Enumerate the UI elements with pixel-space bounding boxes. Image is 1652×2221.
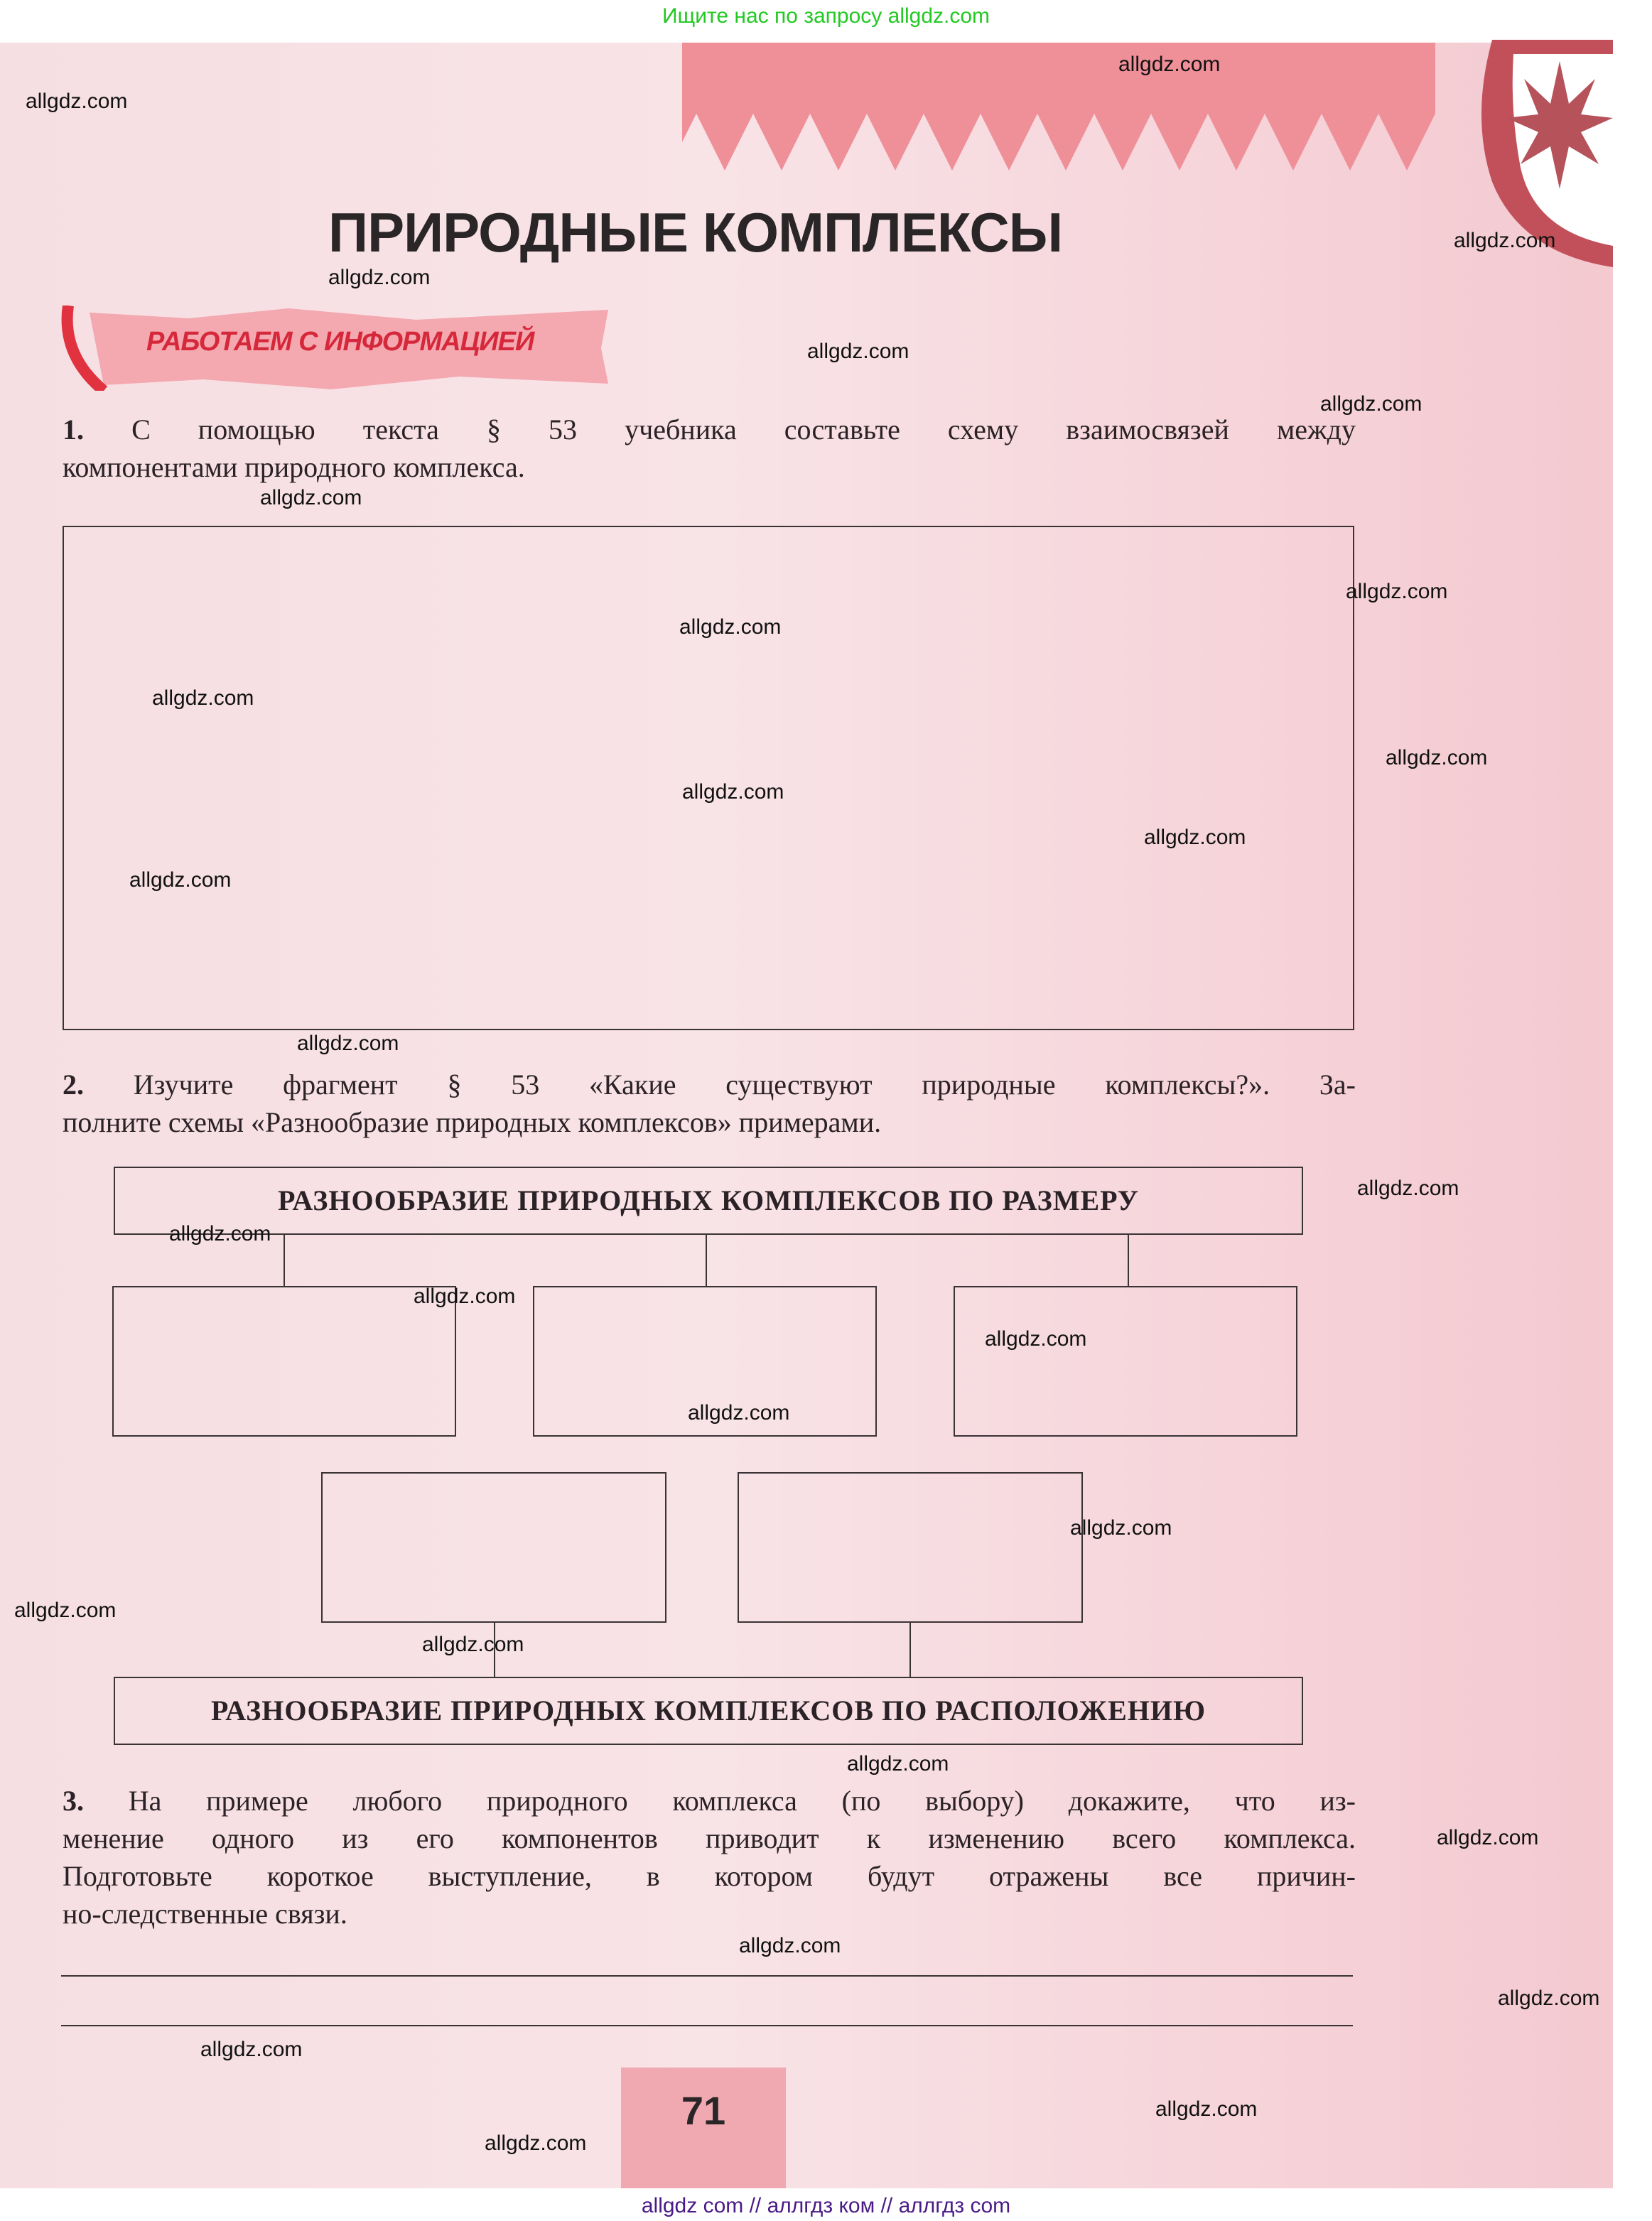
watermark: allgdz.com [1346, 580, 1448, 603]
task3-text: На примере любого природного комплекса (по выбору) докажите, что из- [128, 1785, 1356, 1817]
watermark: allgdz.com [200, 2038, 303, 2061]
task3-line4: но-следственные связи. [63, 1898, 347, 1930]
watermark: allgdz.com [1454, 229, 1556, 252]
task2-text: Изучите фрагмент § 53 «Какие существуют природные комплексы?». За- [133, 1069, 1356, 1101]
top-banner[interactable]: Ищите нас по запросу allgdz.com [662, 4, 990, 28]
task2-line2: полните схемы «Разнообразие природных комплексов» примерами. [63, 1106, 882, 1138]
watermark: allgdz.com [414, 1285, 516, 1308]
watermark: allgdz.com [260, 486, 362, 509]
watermark: allgdz.com [129, 868, 232, 892]
decorative-zigzag-band [682, 43, 1435, 185]
scheme-header-location: РАЗНООБРАЗИЕ ПРИРОДНЫХ КОМПЛЕКСОВ ПО РАСПОЛОЖЕНИЮ [114, 1677, 1303, 1745]
task1-line1 [63, 411, 1356, 448]
watermark: allgdz.com [1070, 1516, 1172, 1540]
task2-number: 2. [63, 1069, 84, 1101]
task1-answer-box[interactable] [63, 526, 1354, 1030]
location-example-box-2[interactable] [738, 1472, 1083, 1623]
watermark: allgdz.com [1357, 1177, 1459, 1200]
watermark: allgdz.com [26, 90, 128, 113]
watermark: allgdz.com [328, 266, 431, 289]
watermark: allgdz.com [422, 1633, 524, 1656]
watermark: allgdz.com [807, 340, 909, 363]
answer-line[interactable] [61, 2025, 1353, 2026]
watermark: allgdz.com [485, 2131, 587, 2155]
watermark: allgdz.com [688, 1401, 790, 1425]
task2-line1 [63, 1066, 1356, 1103]
watermark: allgdz.com [1320, 392, 1422, 416]
size-example-box-1[interactable] [112, 1286, 456, 1437]
task3-line1 [63, 1782, 1356, 1820]
location-example-box-1[interactable] [321, 1472, 666, 1623]
watermark: allgdz.com [1437, 1826, 1539, 1849]
watermark: allgdz.com [14, 1599, 117, 1622]
section-label: РАБОТАЕМ С ИНФОРМАЦИЕЙ [146, 327, 534, 357]
watermark: allgdz.com [679, 615, 782, 639]
watermark: allgdz.com [739, 1934, 841, 1957]
watermark: allgdz.com [682, 780, 784, 804]
page-title: ПРИРОДНЫЕ КОМПЛЕКСЫ [328, 201, 1063, 264]
watermark: allgdz.com [297, 1032, 399, 1055]
watermark: allgdz.com [1498, 1987, 1600, 2010]
task3-line3: Подготовьте короткое выступление, в котором будут отражены все причин- [63, 1860, 1356, 1892]
task1-number: 1. [63, 414, 84, 445]
connector [284, 1235, 285, 1286]
connector [1128, 1235, 1129, 1286]
bottom-banner[interactable]: allgdz com // аллгдз ком // аллгдз com [641, 2194, 1011, 2217]
watermark: allgdz.com [1144, 826, 1246, 849]
connector [706, 1235, 707, 1286]
size-example-box-3[interactable] [954, 1286, 1297, 1437]
page-number: 71 [681, 2088, 726, 2133]
answer-line[interactable] [61, 1975, 1353, 1977]
watermark: allgdz.com [1386, 746, 1488, 769]
scheme-header-size: РАЗНООБРАЗИЕ ПРИРОДНЫХ КОМПЛЕКСОВ ПО РАЗМЕРУ [114, 1167, 1303, 1235]
task3-line2: менение одного из его компонентов приводит к изменению всего комплекса. [63, 1822, 1356, 1854]
task3-number: 3. [63, 1785, 84, 1817]
watermark: allgdz.com [152, 686, 254, 710]
watermark: allgdz.com [169, 1222, 271, 1245]
watermark: allgdz.com [1118, 53, 1221, 76]
connector [909, 1623, 911, 1677]
watermark: allgdz.com [1155, 2097, 1258, 2121]
task1-line2: компонентами природного комплекса. [63, 451, 525, 483]
watermark: allgdz.com [847, 1752, 949, 1776]
task1-text: С помощью текста § 53 учебника составьте схему взаимосвязей между [131, 414, 1356, 445]
watermark: allgdz.com [985, 1327, 1087, 1351]
